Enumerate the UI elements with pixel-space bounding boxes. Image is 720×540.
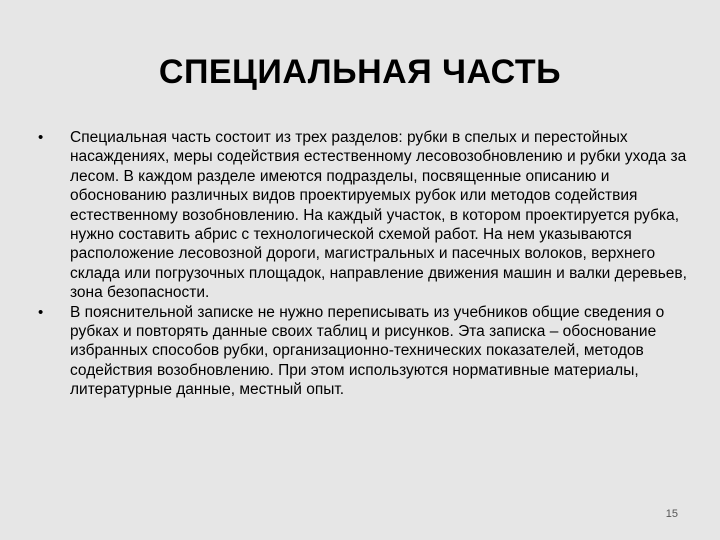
bullet-item xyxy=(38,128,688,303)
bullet-marker: • xyxy=(38,303,44,321)
bullet-item xyxy=(38,303,688,400)
bullet-marker: • xyxy=(38,129,44,146)
slide-title: СПЕЦИАЛЬНАЯ ЧАСТЬ xyxy=(158,53,562,91)
page-number: 15 xyxy=(665,508,678,520)
bullet-text: В пояснительной записке не нужно переписывать из учебников общие сведения о рубках и повторять данные своих таблиц и рисунков. Эта записка – обоснование избранных способов рубки, организационно-технических показателей, методов содействия возобновлению. При этом используются нормативные материалы, литературные данные, местный опыт. xyxy=(70,303,665,399)
bullet-list xyxy=(38,128,688,400)
bullet-text: Специальная часть состоит из трех разделов: рубки в спелых и перестойных насаждениях, меры содействия естественному лесовозобновлению и рубки ухода за лесом. В каждом разделе имеются подразделы, посвященные описанию и обоснованию различных видов проектируемых рубок или методов содействия естественному возобновлению. На каждый участок, в котором проектируется рубка, нужно составить абрис с технологической схемой работ. На нем указываются расположение лесовозной дороги, магистральных и пасечных волоков, верхнего склада или погрузочных площадок, направление движения машин и валки деревьев, зона безопасности. xyxy=(70,129,687,302)
